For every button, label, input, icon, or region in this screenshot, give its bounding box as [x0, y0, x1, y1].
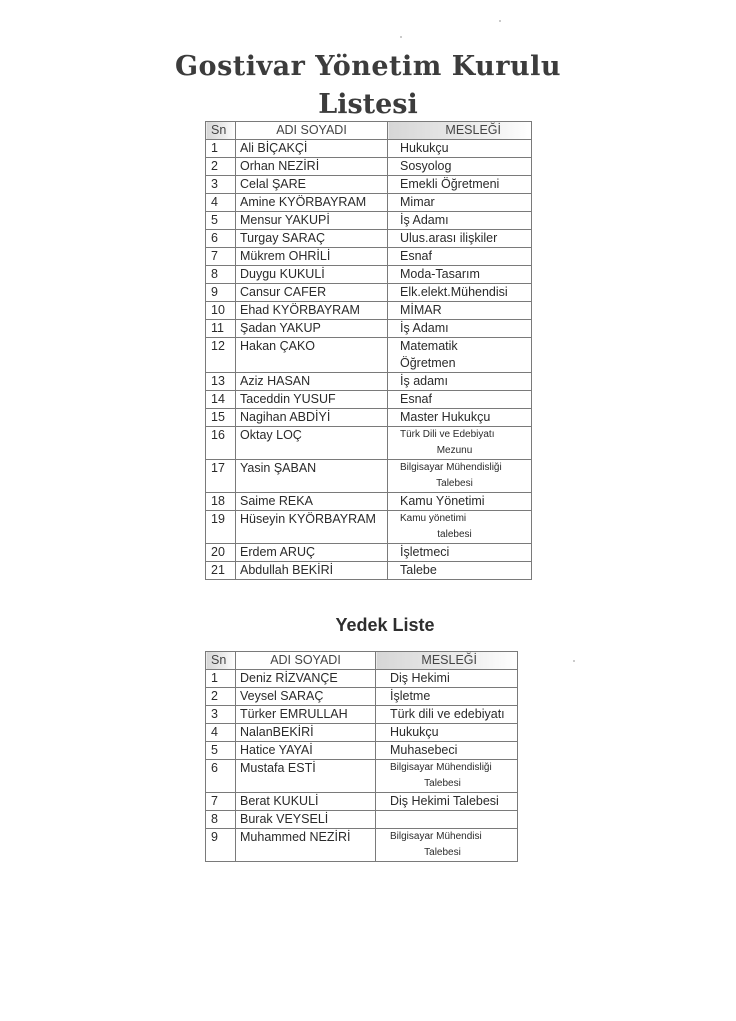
row-occupation: Diş Hekimi Talebesi	[376, 793, 518, 811]
row-occupation: Muhasebeci	[376, 742, 518, 760]
row-occupation: Mimar	[388, 194, 532, 212]
row-occupation: Sosyolog	[388, 158, 532, 176]
row-occupation: Emekli Öğretmeni	[388, 176, 532, 194]
row-sn: 20	[206, 544, 236, 562]
table-row	[206, 320, 532, 338]
row-sn: 19	[206, 511, 236, 544]
row-occupation: İşletmeci	[388, 544, 532, 562]
row-name: Ali BİÇAKÇİ	[236, 140, 388, 158]
scan-speck	[573, 660, 575, 662]
row-sn: 3	[206, 176, 236, 194]
table-header-row	[206, 122, 532, 140]
row-occupation: Esnaf	[388, 391, 532, 409]
row-name: Cansur CAFER	[236, 284, 388, 302]
row-sn: 1	[206, 670, 236, 688]
row-name: Ehad KYÖRBAYRAM	[236, 302, 388, 320]
row-sn: 12	[206, 338, 236, 373]
page-title: Gostivar Yönetim Kurulu	[175, 51, 561, 82]
scan-speck	[400, 36, 402, 38]
row-sn: 15	[206, 409, 236, 427]
row-sn: 21	[206, 562, 236, 580]
row-sn: 18	[206, 493, 236, 511]
header-name: ADI SOYADI	[236, 652, 376, 670]
row-sn: 5	[206, 742, 236, 760]
row-sn: 4	[206, 724, 236, 742]
occupation-line-2: Talebesi	[436, 478, 473, 489]
board-members-table	[205, 121, 532, 580]
row-sn: 14	[206, 391, 236, 409]
reserve-members-table	[205, 651, 518, 862]
table-row	[206, 688, 518, 706]
row-name: Celal ŞARE	[236, 176, 388, 194]
occupation-line-2: Mezunu	[436, 445, 473, 456]
row-sn: 11	[206, 320, 236, 338]
page-title-line2: Listesi	[318, 89, 418, 120]
table-row	[206, 760, 518, 793]
row-name: Nagihan ABDİYİ	[236, 409, 388, 427]
row-name: Muhammed NEZİRİ	[236, 829, 376, 862]
row-sn: 1	[206, 140, 236, 158]
row-sn: 7	[206, 793, 236, 811]
table-row	[206, 176, 532, 194]
occupation-line-1: Kamu yönetimi	[400, 513, 467, 524]
table-row	[206, 194, 532, 212]
table-row	[206, 724, 518, 742]
table-row	[206, 742, 518, 760]
row-name: Berat KUKULİ	[236, 793, 376, 811]
row-name: Yasin ŞABAN	[236, 460, 388, 493]
header-name: ADI SOYADI	[236, 122, 388, 140]
row-name: NalanBEKİRİ	[236, 724, 376, 742]
table-row	[206, 248, 532, 266]
row-sn: 2	[206, 688, 236, 706]
table-row	[206, 811, 518, 829]
occupation-line-1: Türk Dili ve Edebiyatı	[400, 429, 495, 440]
table-row	[206, 212, 532, 230]
table-row	[206, 562, 532, 580]
row-name: Oktay LOÇ	[236, 427, 388, 460]
table-row	[206, 511, 532, 544]
table-row	[206, 460, 532, 493]
row-sn: 2	[206, 158, 236, 176]
row-name: Hakan ÇAKO	[236, 338, 388, 373]
reserve-list-title: Yedek Liste	[335, 615, 435, 635]
row-sn: 16	[206, 427, 236, 460]
row-sn: 13	[206, 373, 236, 391]
row-occupation: Türk dili ve edebiyatı	[376, 706, 518, 724]
row-name: Aziz HASAN	[236, 373, 388, 391]
row-name: Burak VEYSELİ	[236, 811, 376, 829]
row-occupation	[376, 811, 518, 829]
table-row	[206, 140, 532, 158]
table-header-row	[206, 652, 518, 670]
row-name: Abdullah BEKİRİ	[236, 562, 388, 580]
occupation-line-1: Bilgisayar Mühendisliği	[400, 462, 502, 473]
row-occupation: MİMAR	[388, 302, 532, 320]
row-name: Mensur YAKUPİ	[236, 212, 388, 230]
row-occupation: İş Adamı	[388, 320, 532, 338]
reserve-members-body	[206, 670, 518, 862]
scan-speck	[499, 20, 501, 22]
row-sn: 17	[206, 460, 236, 493]
row-name: Deniz RİZVANÇE	[236, 670, 376, 688]
table-row	[206, 230, 532, 248]
row-occupation: Esnaf	[388, 248, 532, 266]
occupation-line-2: Talebesi	[424, 847, 461, 858]
row-name: Duygu KUKULİ	[236, 266, 388, 284]
row-occupation: Hukukçu	[376, 724, 518, 742]
row-occupation: Moda-Tasarım	[388, 266, 532, 284]
row-occupation	[388, 460, 532, 493]
header-occupation: MESLEĞİ	[376, 652, 518, 670]
row-sn: 6	[206, 760, 236, 793]
occupation-line-2: talebesi	[437, 529, 472, 540]
row-occupation	[376, 760, 518, 793]
row-sn: 8	[206, 811, 236, 829]
row-occupation: Hukukçu	[388, 140, 532, 158]
row-sn: 6	[206, 230, 236, 248]
table-row	[206, 670, 518, 688]
row-sn: 3	[206, 706, 236, 724]
row-name: Taceddin YUSUF	[236, 391, 388, 409]
row-occupation: Matematik Öğretmen	[388, 338, 532, 373]
row-occupation: Elk.elekt.Mühendisi	[388, 284, 532, 302]
table-row	[206, 284, 532, 302]
occupation-line-1: Bilgisayar Mühendisliği	[390, 762, 492, 773]
row-name: Orhan NEZİRİ	[236, 158, 388, 176]
row-name: Türker EMRULLAH	[236, 706, 376, 724]
row-occupation: İş adamı	[388, 373, 532, 391]
table-row	[206, 391, 532, 409]
row-occupation: Diş Hekimi	[376, 670, 518, 688]
row-sn: 9	[206, 829, 236, 862]
row-occupation: Ulus.arası ilişkiler	[388, 230, 532, 248]
table-row	[206, 544, 532, 562]
table-row	[206, 427, 532, 460]
table-row	[206, 302, 532, 320]
row-occupation	[388, 427, 532, 460]
table-row	[206, 829, 518, 862]
row-occupation	[388, 511, 532, 544]
row-name: Şadan YAKUP	[236, 320, 388, 338]
header-occupation: MESLEĞİ	[388, 122, 532, 140]
header-sn: Sn	[206, 122, 236, 140]
occupation-line-1: Bilgisayar Mühendisi	[390, 831, 482, 842]
row-sn: 10	[206, 302, 236, 320]
table-row	[206, 373, 532, 391]
row-sn: 7	[206, 248, 236, 266]
table-row	[206, 493, 532, 511]
table-row	[206, 266, 532, 284]
row-name: Mustafa ESTİ	[236, 760, 376, 793]
row-name: Turgay SARAÇ	[236, 230, 388, 248]
header-sn: Sn	[206, 652, 236, 670]
row-name: Erdem ARUÇ	[236, 544, 388, 562]
row-name: Amine KYÖRBAYRAM	[236, 194, 388, 212]
row-name: Veysel SARAÇ	[236, 688, 376, 706]
table-row	[206, 158, 532, 176]
table-row	[206, 338, 532, 373]
table-row	[206, 706, 518, 724]
row-sn: 4	[206, 194, 236, 212]
row-occupation: İşletme	[376, 688, 518, 706]
row-sn: 5	[206, 212, 236, 230]
occupation-line-2: Talebesi	[424, 778, 461, 789]
row-occupation	[376, 829, 518, 862]
row-name: Mükrem OHRİLİ	[236, 248, 388, 266]
row-name: Hüseyin KYÖRBAYRAM	[236, 511, 388, 544]
board-members-body	[206, 140, 532, 580]
row-occupation: Kamu Yönetimi	[388, 493, 532, 511]
row-occupation: İş Adamı	[388, 212, 532, 230]
row-name: Saime REKA	[236, 493, 388, 511]
row-sn: 9	[206, 284, 236, 302]
table-row	[206, 409, 532, 427]
table-row	[206, 793, 518, 811]
row-name: Hatice YAYAİ	[236, 742, 376, 760]
row-sn: 8	[206, 266, 236, 284]
row-occupation: Talebe	[388, 562, 532, 580]
row-occupation: Master Hukukçu	[388, 409, 532, 427]
